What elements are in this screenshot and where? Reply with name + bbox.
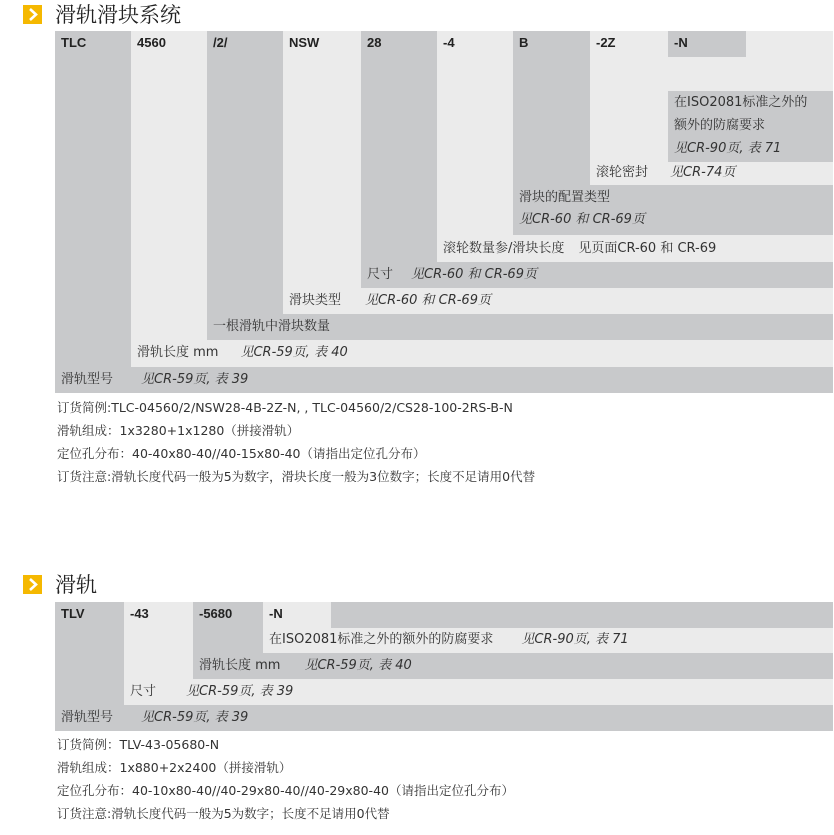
- section-title: 滑轨: [55, 573, 97, 597]
- code-column: [283, 31, 361, 288]
- code-label: -4: [443, 35, 455, 50]
- code-label: /2/: [213, 35, 228, 50]
- row-label: 滚轮数量参/滑块长度 见页面CR-60 和 CR-69: [443, 241, 717, 256]
- row-label: 尺寸 见CR-60 和 CR-69页: [367, 267, 537, 282]
- code-label: 4560: [137, 35, 166, 50]
- row-label: 在ISO2081标准之外的: [674, 95, 808, 110]
- chevron-right-icon: [23, 5, 42, 24]
- code-column: [361, 31, 437, 262]
- code-column: [55, 31, 131, 367]
- row-ref: 见CR-60 和 CR-69页: [519, 212, 645, 227]
- code-label: -43: [130, 606, 149, 621]
- order-example-note: 订货简例:TLC-04560/2/NSW28-4B-2Z-N, , TLC-04560/2/CS28-100-2RS-B-N: [57, 400, 513, 415]
- hole-distribution-note: 定位孔分布：40-10x80-40//40-29x80-40//40-29x80-40（请指出定位孔分布）: [57, 783, 514, 798]
- code-column: [131, 31, 207, 340]
- code-label: 28: [367, 35, 382, 50]
- code-column: [437, 31, 513, 235]
- order-example-note: 订货简例：TLV-43-05680-N: [57, 737, 220, 752]
- code-label: -2Z: [596, 35, 616, 50]
- row-label: 滑轨长度 mm 见CR-59页, 表 40: [199, 658, 412, 673]
- code-column: [513, 31, 590, 185]
- row-ref: 见CR-90页, 表 71: [674, 141, 782, 156]
- row-label: 滑轨型号 见CR-59页, 表 39: [61, 372, 249, 387]
- row-label: 尺寸 见CR-59页, 表 39: [130, 684, 294, 699]
- header-strip: [331, 602, 833, 628]
- rail-composition-note: 滑轨组成：1x3280+1x1280（拼接滑轨）: [57, 423, 300, 438]
- code-column: [207, 31, 283, 314]
- code-label: NSW: [289, 35, 320, 50]
- order-attention-note: 订货注意:滑轨长度代码一般为5为数字，滑块长度一般为3位数字；长度不足请用0代替: [57, 469, 536, 484]
- row-band: [668, 57, 833, 91]
- code-label: -5680: [199, 606, 233, 621]
- row-label: 在ISO2081标准之外的额外的防腐要求 见CR-90页, 表 71: [269, 632, 629, 647]
- code-label: -N: [269, 606, 283, 621]
- row-label: 滚轮密封 见CR-74页: [596, 165, 736, 180]
- row-label: 滑轨长度 mm 见CR-59页, 表 40: [137, 345, 348, 360]
- section-title: 滑轨滑块系统: [55, 3, 181, 27]
- rail-composition-note: 滑轨组成：1x880+2x2400（拼接滑轨）: [57, 760, 292, 775]
- order-attention-note: 订货注意:滑轨长度代码一般为5为数字；长度不足请用0代替: [57, 806, 390, 821]
- hole-distribution-note: 定位孔分布：40-40x80-40//40-15x80-40（请指出定位孔分布）: [57, 446, 426, 461]
- row-label: 滑块类型 见CR-60 和 CR-69页: [289, 293, 491, 308]
- code-label: TLC: [61, 35, 87, 50]
- row-label: 一根滑轨中滑块数量: [213, 319, 331, 334]
- code-label: -N: [674, 35, 688, 50]
- row-label: 滑块的配置类型: [519, 190, 611, 205]
- code-label: TLV: [61, 606, 85, 621]
- row-label: 滑轨型号 见CR-59页, 表 39: [61, 710, 249, 725]
- chevron-right-icon: [23, 575, 42, 594]
- row-label: 额外的防腐要求: [674, 118, 766, 133]
- code-label: B: [519, 35, 529, 50]
